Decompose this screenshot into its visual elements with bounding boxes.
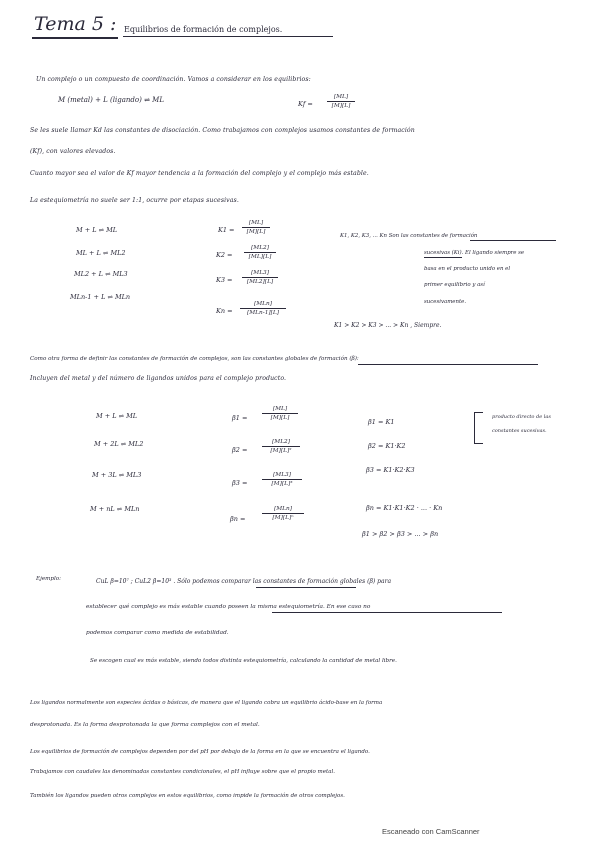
beta-label: β2 =: [232, 446, 248, 454]
k-denominator: [M][L]: [246, 229, 266, 235]
k-label: K3 =: [216, 276, 233, 284]
subtitle-underline: [123, 36, 333, 37]
closing-line-5: También los ligandos pueden otros complejos en estos equilibrios, como impide la formación de otros complejos.: [30, 793, 345, 799]
underline: [470, 240, 556, 241]
k-numerator: [MLn]: [253, 301, 273, 307]
stepwise-reaction: ML + L ⇌ ML2: [76, 249, 126, 257]
stepwise-note-5: sucesivamente.: [424, 299, 467, 305]
example-label: Ejemplo:: [36, 576, 62, 582]
beta-fraction: [262, 406, 298, 421]
stepwise-reaction: ML2 + L ⇌ ML3: [74, 270, 128, 278]
beta-label: βn =: [230, 515, 246, 523]
example-line-2: establecer qué complejo es más estable cuando poseen la misma estequiometría. En ese caso no: [86, 604, 371, 610]
beta-numerator: [ML3]: [273, 472, 291, 478]
beta-relation: β2 = K1·K2: [368, 442, 406, 450]
k-denominator: [ML][L]: [248, 254, 272, 260]
kf-numerator: [ML]: [333, 94, 349, 100]
global-line-2: Incluyen del metal y del número de ligandos unidos para el complejo producto.: [30, 375, 287, 382]
stepwise-note-3: basa en el producto unido en el: [424, 266, 511, 272]
k-fraction: [244, 245, 276, 260]
kf-label: Kf =: [298, 100, 313, 108]
intro-line-5: La estequiometría no suele ser 1:1, ocurre por etapas sucesivas.: [30, 197, 239, 204]
example-line-4: Se escogen cual es más estable, siendo todos distinta estequiometría, calculando la cantidad de metal libre.: [90, 658, 397, 664]
beta-label: β1 =: [232, 414, 248, 422]
k-denominator: [ML2][L]: [246, 279, 274, 285]
intro-line-2: Se les suele llamar Kd las constantes de disociación. Como trabajamos con complejos usamos constantes de formación: [30, 127, 415, 134]
beta-denominator: [M][L]³: [271, 481, 293, 487]
k-label: K1 =: [218, 226, 235, 234]
beta-fraction: [262, 439, 300, 454]
global-reaction: M + 3L ⇌ ML3: [92, 471, 142, 479]
beta-denominator: [M][L]ⁿ: [272, 515, 294, 521]
intro-line-3: (Kf), con valores elevados.: [30, 148, 116, 155]
closing-line-1: Los ligandos normalmente son especies ácidas o básicas, de manera que el ligando cobra un equilibrio ácido-base en la forma: [30, 700, 383, 706]
global-reaction: M + nL ⇌ MLn: [90, 505, 140, 513]
beta-numerator: [ML]: [272, 406, 288, 412]
k-fraction: [240, 301, 286, 316]
global-side-note-2: constantes sucesivas.: [492, 428, 547, 434]
beta-fraction: [262, 506, 304, 521]
underline: [256, 587, 356, 588]
closing-line-3: Los equilibrios de formación de complejos dependen por del pH por debajo de la forma en la que se encuentra el ligando.: [30, 749, 370, 755]
k-label: K2 =: [216, 251, 233, 259]
beta-numerator: [MLn]: [273, 506, 293, 512]
example-line-1: CuL β=10⁷ ; CuL2 β=10³ . Sólo podemos comparar las constantes de formación globales (β) para: [96, 578, 392, 585]
k-numerator: [ML2]: [251, 245, 269, 251]
intro-reaction: M (metal) + L (ligando) ⇌ ML: [58, 96, 164, 104]
intro-line-1: Un complejo o un compuesto de coordinación. Vamos a considerar en los equilibrios:: [36, 76, 311, 83]
example-line-3: podemos comparar como medida de estabilidad.: [86, 630, 229, 636]
stepwise-note-1: K1, K2, K3, ... Kn Son las constantes de formación: [340, 233, 478, 239]
k-fraction: [242, 270, 278, 285]
kf-fraction: [327, 94, 355, 109]
underline: [424, 257, 462, 258]
stepwise-reaction: M + L ⇌ ML: [76, 226, 118, 234]
global-side-note-1: producto directo de las: [492, 414, 551, 420]
beta-denominator: [M][L]²: [270, 448, 292, 454]
closing-line-2: desprotonada. Es la forma desprotonada la que forma complejos con el metal.: [30, 722, 260, 728]
underline: [358, 364, 538, 365]
beta-fraction: [262, 472, 302, 487]
k-denominator: [MLn-1][L]: [246, 310, 280, 316]
global-reaction: M + 2L ⇌ ML2: [94, 440, 144, 448]
beta-denominator: [M][L]: [270, 415, 290, 421]
stepwise-order: K1 > K2 > K3 > ... > Kn , Siempre.: [334, 322, 442, 329]
relation-bracket: [474, 412, 483, 444]
underline: [272, 612, 502, 613]
k-numerator: [ML]: [248, 220, 264, 226]
k-label: Kn =: [216, 307, 233, 315]
global-line-1: Como otra forma de definir las constantes de formación de complejos, son las constantes globales de formación (β):: [30, 356, 359, 362]
stepwise-reaction: MLn-1 + L ⇌ MLn: [70, 293, 131, 301]
page-title: Tema 5 :: [34, 13, 117, 35]
beta-numerator: [ML2]: [272, 439, 290, 445]
k-numerator: [ML3]: [251, 270, 269, 276]
stepwise-note-4: primer equilibrio y así: [424, 282, 485, 288]
beta-relation: βn = K1·K1·K2 · ... · Kn: [366, 504, 443, 512]
intro-line-4: Cuanto mayor sea el valor de Kf mayor tendencia a la formación del complejo y el complejo más estable.: [30, 170, 369, 177]
closing-line-4: Trabajamos con caudales las denominadas constantes condicionales, el pH influye sobre que el propio metal.: [30, 769, 336, 775]
page-subtitle: Equilibrios de formación de complejos.: [124, 25, 283, 34]
beta-relation: β1 = K1: [368, 418, 395, 426]
beta-order: β1 > β2 > β3 > ... > βn: [362, 530, 439, 538]
stepwise-note-2: sucesivas (Ki). El ligando siempre se: [424, 250, 525, 256]
scanner-watermark: Escaneado con CamScanner: [382, 827, 480, 836]
beta-label: β3 =: [232, 479, 248, 487]
beta-relation: β3 = K1·K2·K3: [366, 466, 415, 474]
global-reaction: M + L ⇌ ML: [96, 412, 138, 420]
k-fraction: [242, 220, 270, 235]
kf-denominator: [M][L]: [331, 103, 351, 109]
title-underline: [32, 37, 118, 39]
